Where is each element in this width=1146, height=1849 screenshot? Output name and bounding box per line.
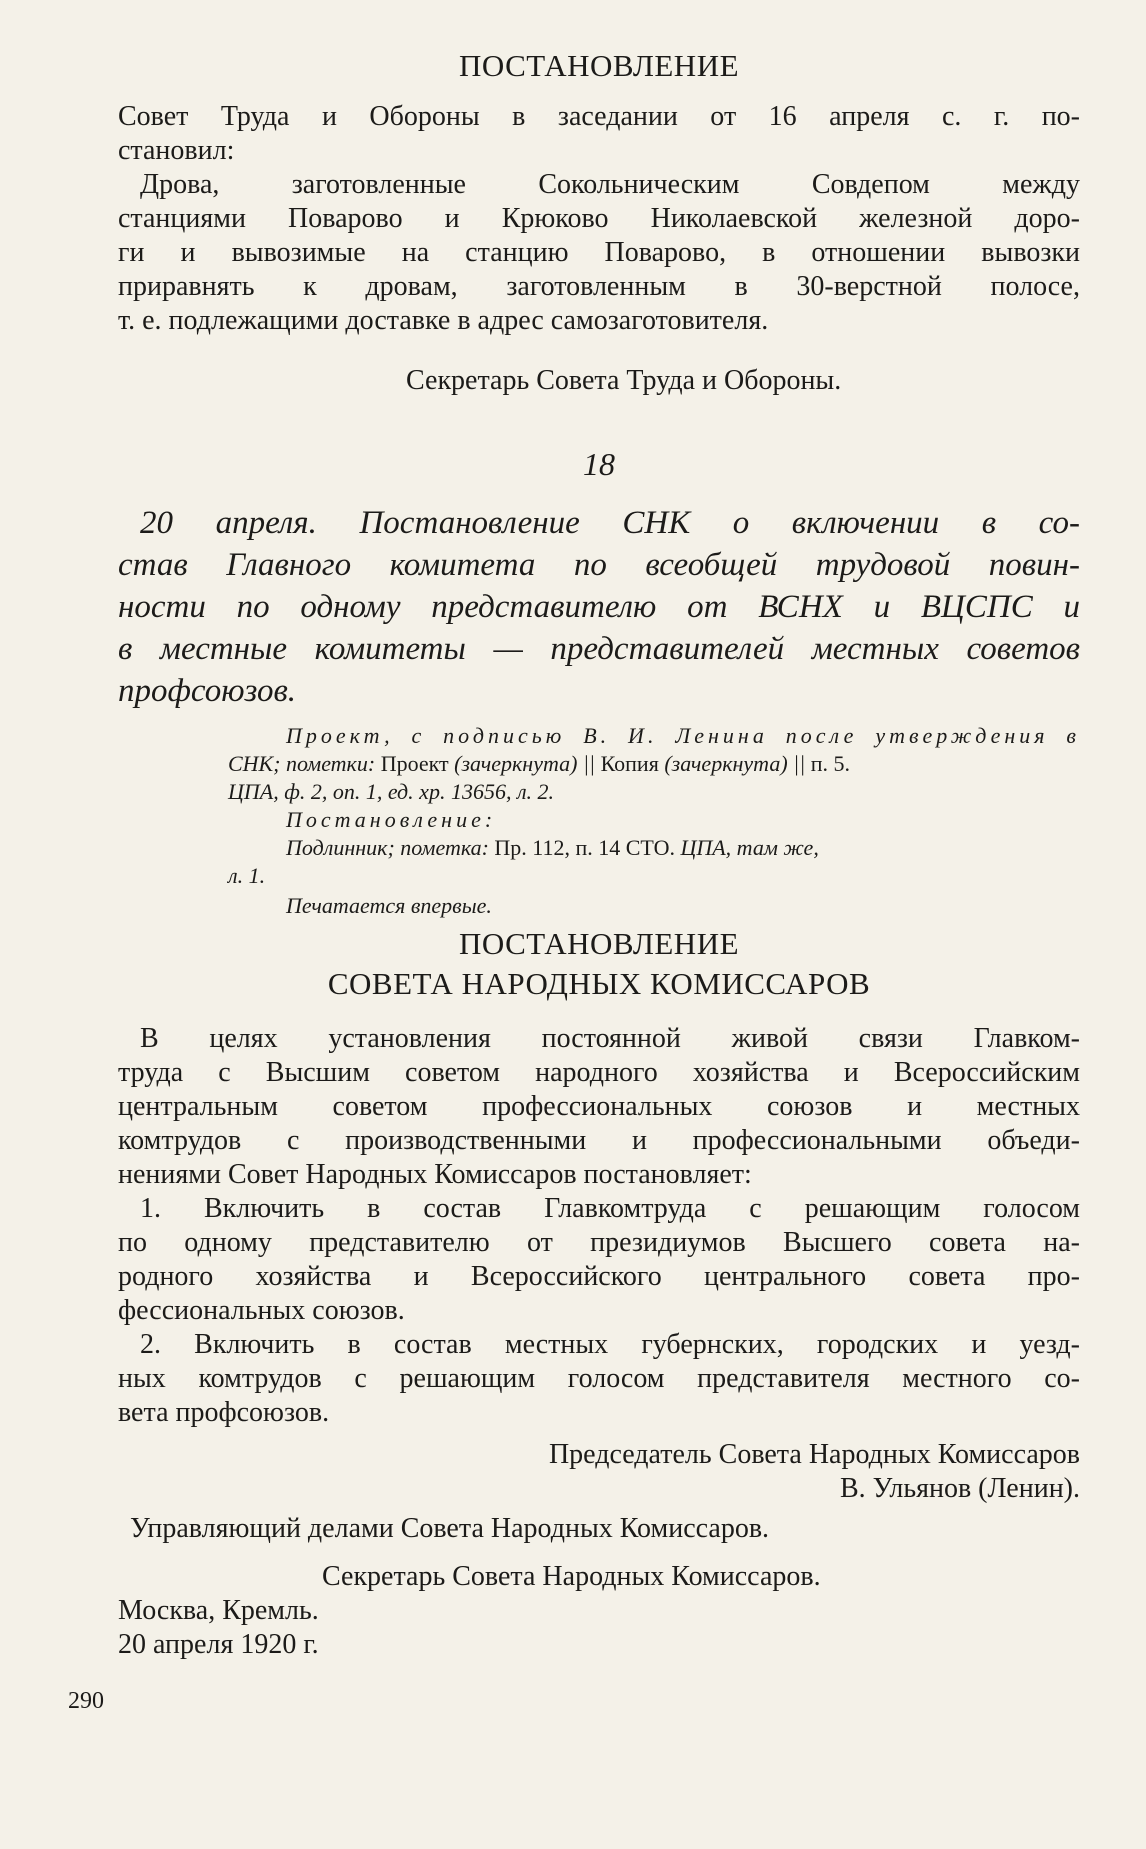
manager-signature: Управляющий делами Совета Народных Комиссаров. bbox=[130, 1513, 770, 1544]
decree1-line: станциями Поварово и Крюково Николаевской железной доро- bbox=[118, 203, 1080, 234]
document-title-line: 20 апреля. Постановление СНК о включении в со- bbox=[140, 505, 1080, 541]
decree2-line: родного хозяйства и Всероссийского центрального совета про- bbox=[118, 1261, 1080, 1292]
archival-note-text: л. 1. bbox=[228, 863, 266, 888]
archival-note-text: Постановление: bbox=[286, 807, 497, 832]
archival-note-line bbox=[228, 750, 1080, 778]
document-title-line: в местные комитеты — представителей местных советов bbox=[118, 631, 1080, 667]
document-number: 18 bbox=[583, 446, 615, 482]
archival-note-text: (зачеркнута) || bbox=[658, 751, 811, 776]
decree2-line: комтрудов с производственными и профессиональными объеди- bbox=[118, 1125, 1080, 1156]
archival-note-line bbox=[286, 722, 1080, 750]
decree2-line: центральным советом профессиональных союзов и местных bbox=[118, 1091, 1080, 1122]
decree1-line: приравнять к дровам, заготовленным в 30-верстной полосе, bbox=[118, 271, 1080, 302]
page-number: 290 bbox=[68, 1688, 104, 1714]
archival-note-text: ЦПА, там же, bbox=[674, 835, 819, 860]
archival-note-text: Проект, с подписью В. И. Ленина после утверждения в bbox=[286, 723, 1080, 748]
decree1-line: ги и вывозимые на станцию Поварово, в отношении вывозки bbox=[118, 237, 1080, 268]
decree1-line: Совет Труда и Обороны в заседании от 16 апреля с. г. по- bbox=[118, 101, 1080, 132]
decree2-line: вета профсоюзов. bbox=[118, 1397, 330, 1428]
archival-note-text: Пр. 112, п. 14 СТО. bbox=[494, 835, 675, 860]
date: 20 апреля 1920 г. bbox=[118, 1629, 319, 1660]
archival-note-text: (зачеркнута) || bbox=[448, 751, 601, 776]
place: Москва, Кремль. bbox=[118, 1595, 319, 1626]
decree2-subheading: СОВЕТА НАРОДНЫХ КОМИССАРОВ bbox=[327, 966, 871, 1001]
secretary-signature: Секретарь Совета Народных Комиссаров. bbox=[322, 1561, 821, 1592]
document-title-line: профсоюзов. bbox=[118, 673, 297, 709]
archival-note-text: п. 5. bbox=[810, 751, 851, 776]
decree1-line: становил: bbox=[118, 135, 235, 166]
archival-note-text: Копия bbox=[600, 751, 659, 776]
decree1-line: т. е. подлежащими доставке в адрес самозаготовителя. bbox=[118, 305, 769, 336]
document-title-line: ности по одному представителю от ВСНХ и ВЦСПС и bbox=[118, 589, 1080, 625]
archival-note-text: Печатается впервые. bbox=[286, 893, 492, 918]
archival-note-line bbox=[286, 834, 1080, 862]
decree1-signature: Секретарь Совета Труда и Обороны. bbox=[406, 365, 842, 396]
decree2-line: труда с Высшим советом народного хозяйства и Всероссийским bbox=[118, 1057, 1080, 1088]
decree2-line: 2. Включить в состав местных губернских, городских и уезд- bbox=[140, 1329, 1080, 1360]
archival-note-text: ЦПА, ф. 2, оп. 1, ед. хр. 13656, л. 2. bbox=[228, 779, 555, 804]
decree2-line: ных комтрудов с решающим голосом представителя местного со- bbox=[118, 1363, 1080, 1394]
decree2-line: 1. Включить в состав Главкомтруда с решающим голосом bbox=[140, 1193, 1080, 1224]
chair-name: В. Ульянов (Ленин). bbox=[840, 1473, 1080, 1504]
archival-note-text: Подлинник; пометка: bbox=[286, 835, 495, 860]
decree2-line: В целях установления постоянной живой связи Главком- bbox=[140, 1023, 1080, 1054]
archival-note-text: Проект bbox=[380, 751, 449, 776]
decree2-line: фессиональных союзов. bbox=[118, 1295, 405, 1326]
archival-note-text: СНК; пометки: bbox=[228, 751, 381, 776]
chair-title: Председатель Совета Народных Комиссаров bbox=[548, 1439, 1080, 1470]
decree1-heading: ПОСТАНОВЛЕНИЕ bbox=[458, 48, 740, 83]
decree1-line: Дрова, заготовленные Сокольническим Совдепом между bbox=[140, 169, 1080, 200]
document-title-line: став Главного комитета по всеобщей трудовой повин- bbox=[118, 547, 1080, 583]
decree2-line: нениями Совет Народных Комиссаров постановляет: bbox=[118, 1159, 752, 1190]
decree2-heading: ПОСТАНОВЛЕНИЕ bbox=[458, 926, 740, 961]
decree2-line: по одному представителю от президиумов Высшего совета на- bbox=[118, 1227, 1080, 1258]
